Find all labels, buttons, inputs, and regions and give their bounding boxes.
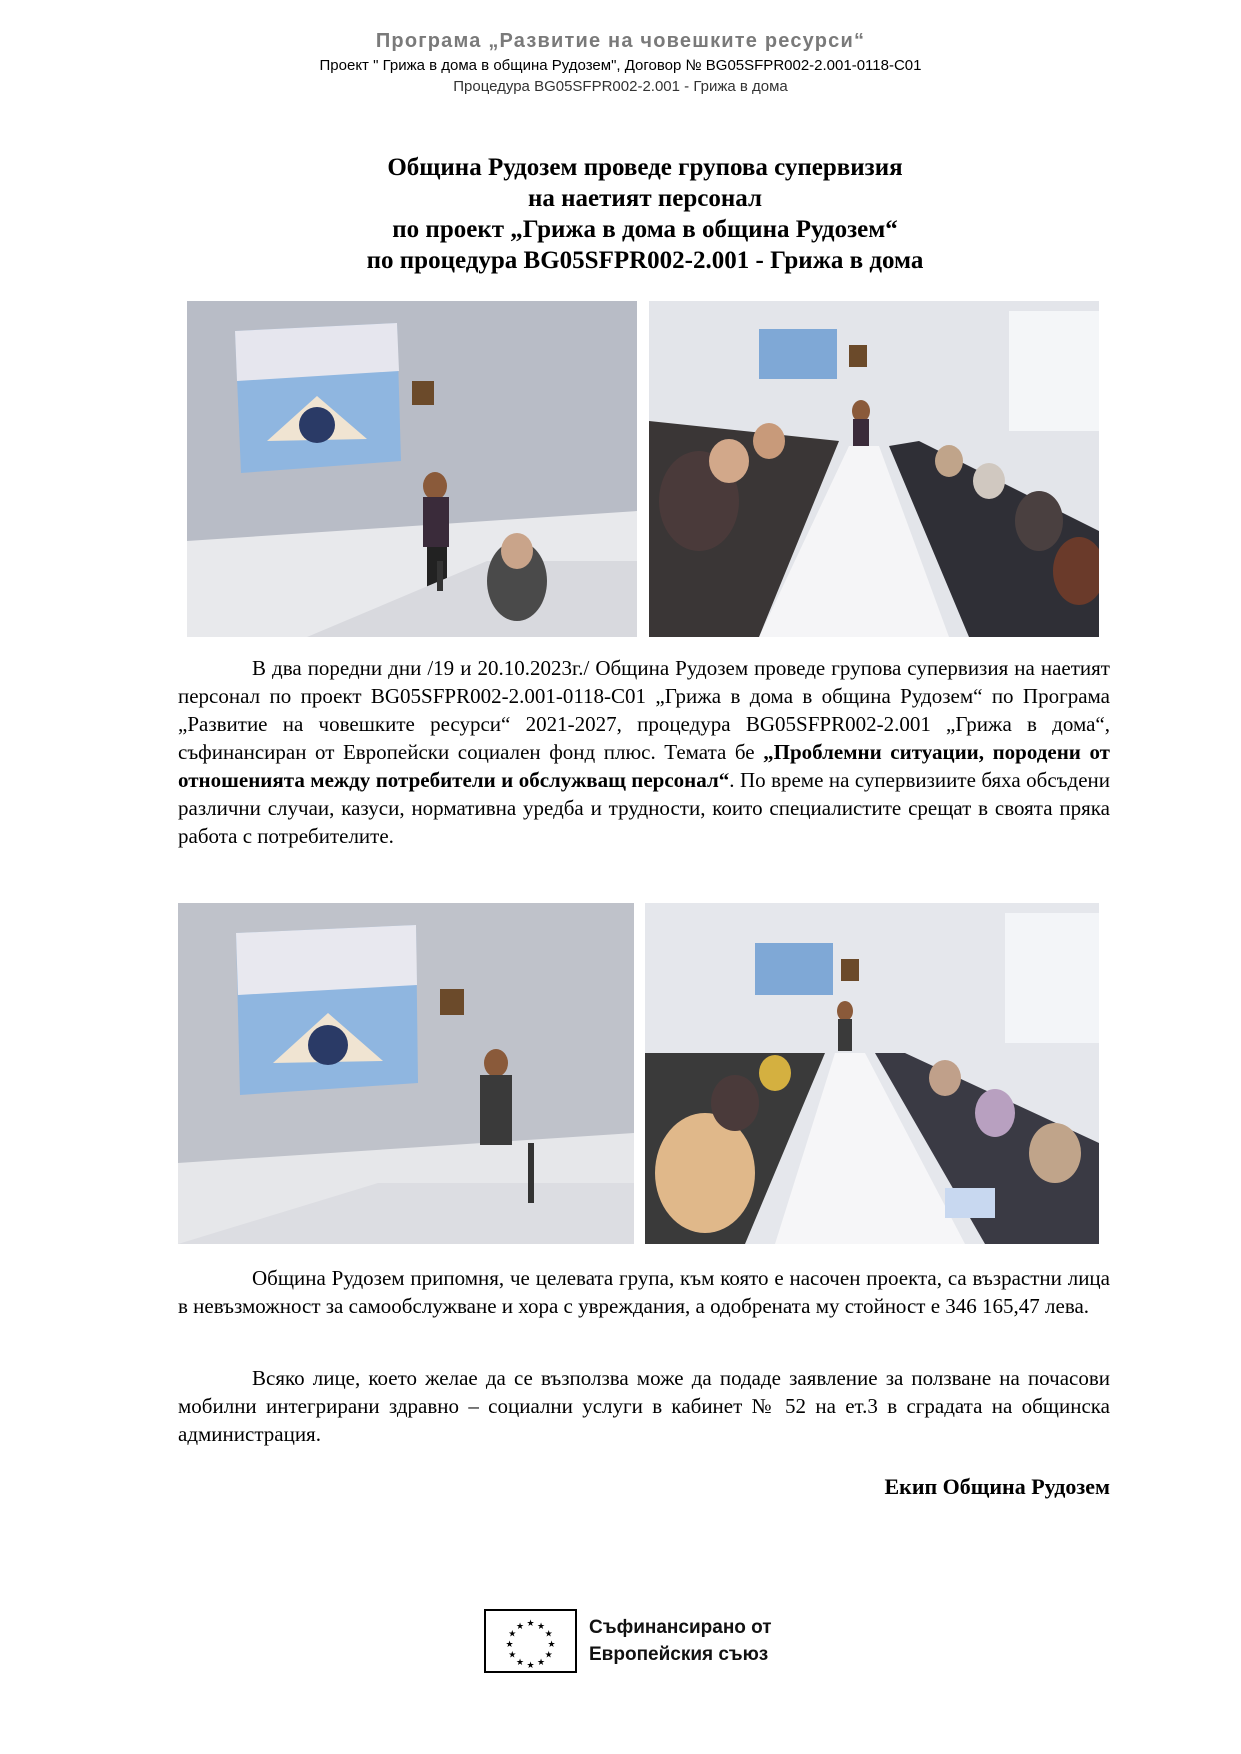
svg-text:★: ★ — [547, 1640, 556, 1650]
photo-audience-day1 — [649, 301, 1099, 637]
photo-audience-day2 — [645, 903, 1099, 1244]
title-line-2: на наетият персонал — [527, 185, 763, 212]
eu-flag-icon — [484, 1609, 577, 1673]
title-line-3: по проект „Грижа в дома в община Рудозем“ — [392, 216, 898, 243]
paragraph-application-text: Всяко лице, което желае да се възползва може да подаде заявление за ползване на почасови мобилни интегрирани здравно – социални услуги в кабинет № 52 на ет.3 в сградата на общинска администрация. — [178, 1366, 1110, 1446]
svg-text:★: ★ — [515, 1621, 525, 1632]
svg-text:★: ★ — [515, 1658, 525, 1669]
paragraph-supervision-intro: В два поредни дни /19 и 20.10.2023г./ Община Рудозем проведе групова супервизия на наетият персонал по проект BG05SFPR002-2.001-0118-C01 „Грижа в дома в община Рудозем“ по Програма „Развитие на човешките ресурси“ 2021-2027, процедура BG05SFPR002-2.001 „Грижа в дома“, съфинансиран от Европейски социален фонд плюс. Темата бе — [178, 656, 1110, 764]
signature: Екип Община Рудозем — [884, 1474, 1110, 1499]
eu-cofunding-badge — [484, 1609, 772, 1673]
svg-text:★: ★ — [505, 1640, 514, 1650]
svg-text:★: ★ — [544, 1629, 553, 1640]
paragraph-supervision — [178, 654, 1110, 850]
eu-badge-line-2: Европейския съюз — [589, 1644, 769, 1665]
photo-presenter-day1 — [187, 301, 637, 637]
title-line-1: Община Рудозем проведе групова супервизия — [387, 154, 903, 181]
svg-text:★: ★ — [526, 1661, 535, 1671]
supervision-topic: „Проблемни ситуации, породени от отношенията между потребители и обслужващ персонал“ — [178, 740, 1110, 792]
title-line-4: по процедура BG05SFPR002-2.001 - Грижа в дома — [366, 247, 924, 274]
photo-presenter-day2 — [178, 903, 634, 1244]
eu-badge-text — [589, 1614, 772, 1668]
project-header: Проект " Грижа в дома в община Рудозем", Договор № BG05SFPR002-2.001-0118-C01 — [319, 57, 922, 74]
procedure-header: Процедура BG05SFPR002-2.001 - Грижа в дома — [453, 78, 788, 95]
paragraph-target-group — [178, 1264, 1110, 1320]
svg-text:★: ★ — [526, 1619, 535, 1629]
eu-badge-line-1: Съфинансирано от — [589, 1617, 772, 1638]
svg-text:★: ★ — [536, 1621, 546, 1632]
paragraph-application — [178, 1364, 1110, 1448]
svg-text:★: ★ — [544, 1650, 553, 1661]
svg-text:★: ★ — [508, 1650, 517, 1661]
program-header: Програма „Развитие на човешките ресурси“ — [375, 30, 866, 52]
svg-text:★: ★ — [508, 1629, 517, 1640]
document-title — [0, 152, 1241, 276]
paragraph-supervision-outro: . По време на супервизиите бяха обсъдени различни случаи, казуси, нормативна уредба и трудности, които специалистите срещат в своята пряка работа с потребителите. — [178, 768, 1111, 848]
paragraph-target-group-text: Община Рудозем припомня, че целевата група, към която е насочен проекта, са възрастни лица в невъзможност за самообслужване и хора с увреждания, а одобрената му стойност е 346 165,47 лева. — [178, 1266, 1110, 1318]
svg-text:★: ★ — [536, 1658, 546, 1669]
